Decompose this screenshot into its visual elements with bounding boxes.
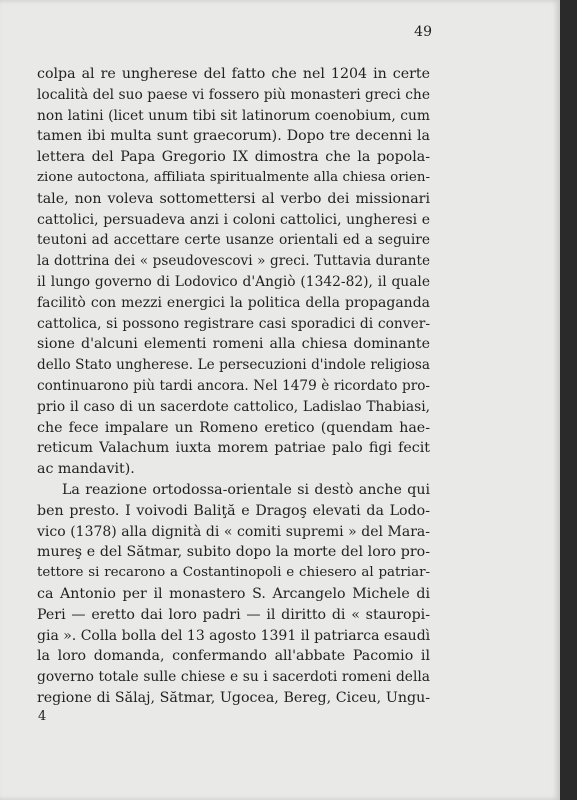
text-line: tamen ibi multa sunt graecorum). Dopo tre decenni la xyxy=(37,128,430,145)
text-line: cattolica, si possono registrare casi sporadici di conver- xyxy=(37,315,430,332)
text-line: ben presto. I voivodi Baliţă e Dragoş elevati da Lodo- xyxy=(37,502,430,519)
page-number: 49 xyxy=(414,24,432,40)
text-line: ca Antonio per il monastero S. Arcangelo Michele di xyxy=(37,585,430,602)
scan-edge xyxy=(560,0,577,800)
text-line: tale, non voleva sottomettersi al verbo dei missionari xyxy=(37,190,430,207)
text-line: continuarono più tardi ancora. Nel 1479 è ricordato pro- xyxy=(37,377,430,394)
text-line: teutoni ad accettare certe usanze orientali ed a seguire xyxy=(37,232,430,249)
text-line: regione di Sălaj, Sătmar, Ugocea, Bereg, Ciceu, Ungu- xyxy=(37,689,430,706)
text-line: prio il caso di un sacerdote cattolico, Ladislao Thabiasi, xyxy=(37,398,430,415)
text-line: governo totale sulle chiese e su i sacerdoti romeni della xyxy=(37,669,430,686)
text-line: colpa al re ungherese del fatto che nel 1204 in certe xyxy=(37,66,430,82)
text-line: vico (1378) alla dignità di « comiti supremi » del Mara- xyxy=(37,523,430,540)
paragraph-2 xyxy=(37,480,430,709)
text-line: non latini (licet unum tibi sit latinorum coenobium, cum xyxy=(37,107,430,124)
text-line: il lungo governo di Lodovico d'Angiò (1342-82), il quale xyxy=(37,273,430,290)
text-line: ac mandavit). xyxy=(37,461,135,478)
body-text xyxy=(37,64,430,709)
text-line: gia ». Colla bolla del 13 agosto 1391 il patriarca esaudì xyxy=(37,627,431,644)
text-line: lettera del Papa Gregorio IX dimostra che la popola- xyxy=(37,149,430,166)
text-line: reticum Valachum iuxta morem patriae palo figi fecit xyxy=(37,440,430,457)
text-line: Peri — eretto dai loro padri — il diritto di « stauropi- xyxy=(37,606,430,623)
paragraph-1 xyxy=(37,64,430,480)
text-line: facilitò con mezzi energici la politica della propaganda xyxy=(37,294,430,311)
text-line: la loro domanda, confermando all'abbate Pacomio il xyxy=(37,648,430,665)
text-line: sione d'alcuni elementi romeni alla chiesa dominante xyxy=(37,336,430,353)
text-line: località del suo paese vi fossero più monasteri greci che xyxy=(37,86,430,103)
text-line: la dottrina dei « pseudovescovi » greci. Tuttavia durante xyxy=(37,253,430,270)
text-line: mureş e del Sătmar, subito dopo la morte del loro pro- xyxy=(37,544,430,561)
text-line: dello Stato ungherese. Le persecuzioni d'indole religiosa xyxy=(37,357,430,374)
text-line: che fece impalare un Romeno eretico (quendam hae- xyxy=(37,419,430,436)
signature-mark: 4 xyxy=(38,709,47,724)
text-line: La reazione ortodossa-orientale si destò anche qui xyxy=(62,481,430,498)
text-line: cattolici, persuadeva anzi i coloni cattolici, ungheresi e xyxy=(37,211,430,228)
text-line: zione autoctona, affiliata spiritualmente alla chiesa orien- xyxy=(37,169,430,185)
text-line: tettore si recarono a Costantinopoli e chiesero al patriar- xyxy=(37,565,430,581)
